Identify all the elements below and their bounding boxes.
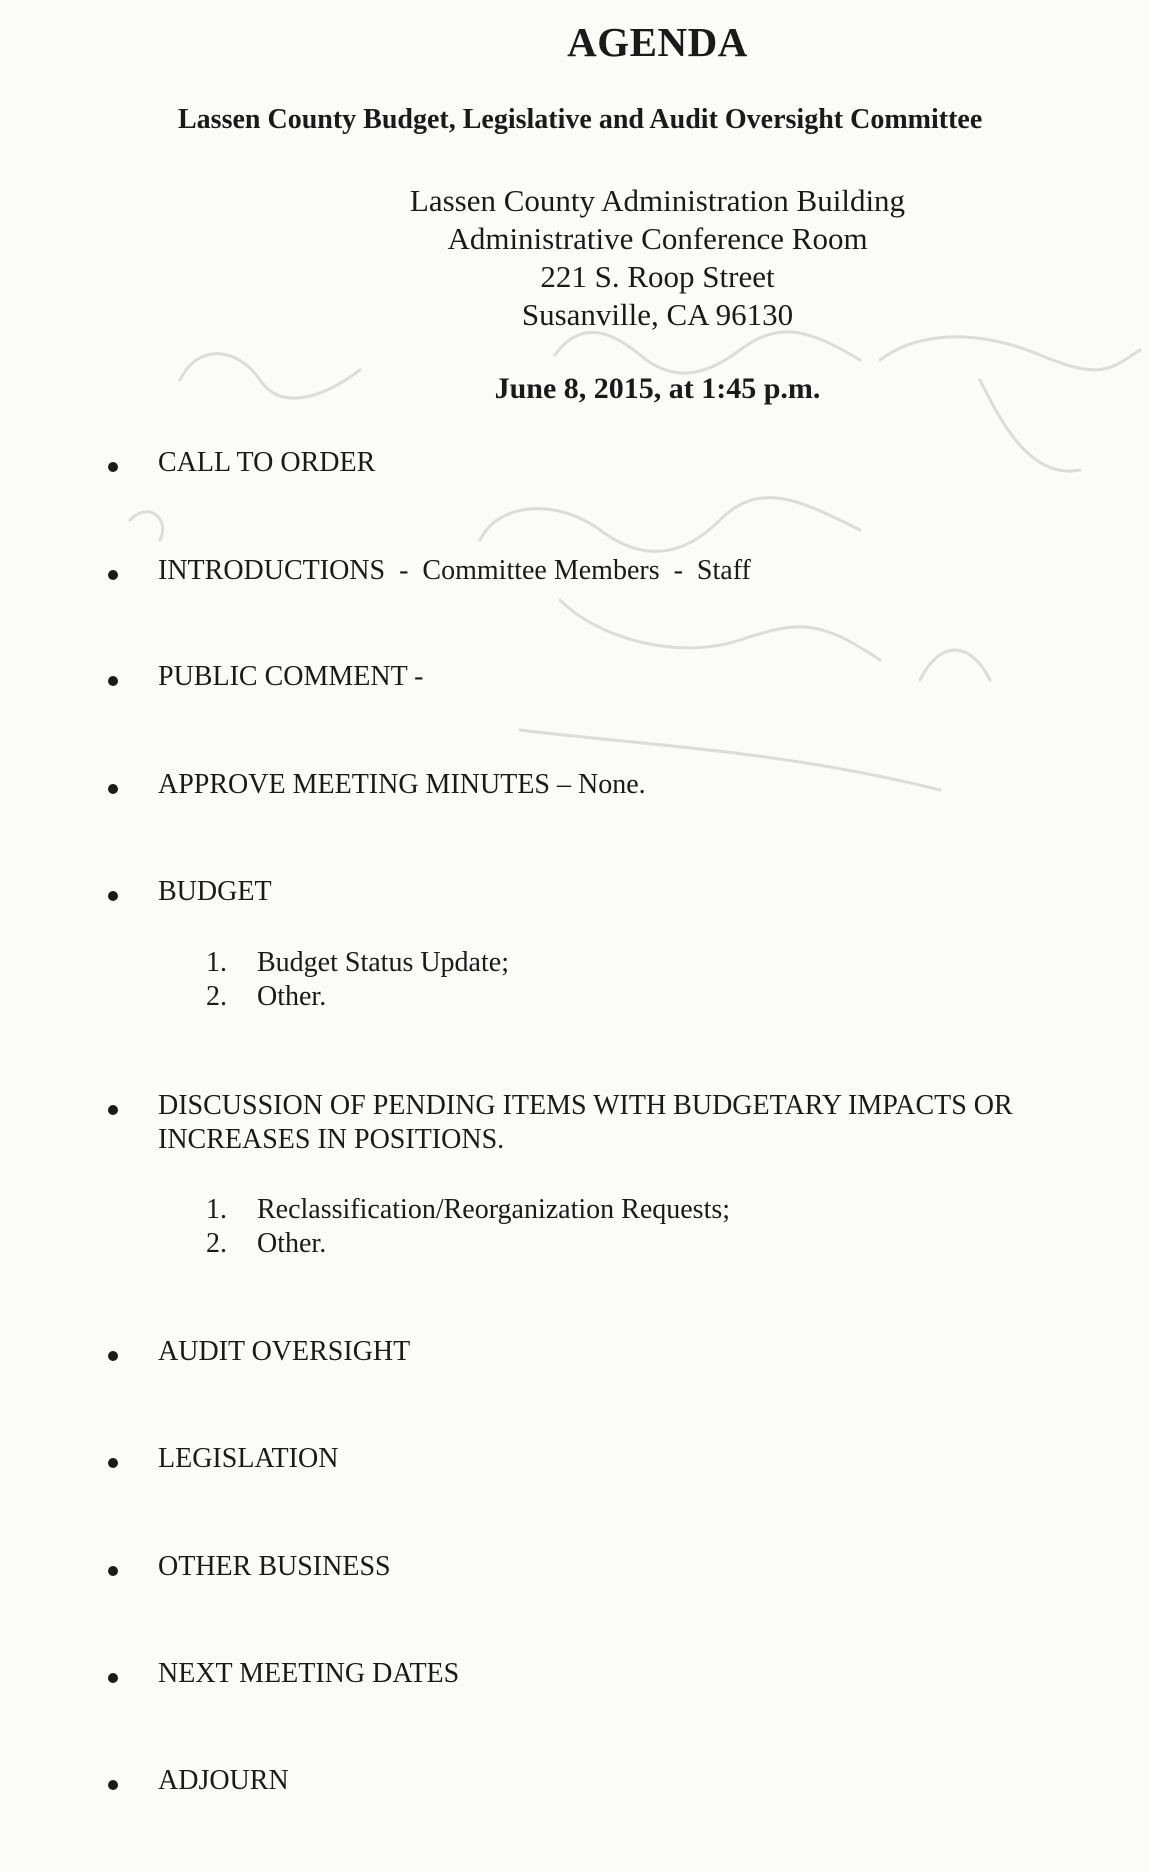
subitem-text: Budget Status Update; (257, 947, 509, 978)
address-line-city: Susanville, CA 96130 (521, 297, 794, 332)
bullet-icon (108, 1458, 118, 1468)
subitem-number: 1. (206, 947, 227, 978)
committee-name: Lassen County Budget, Legislative and Audit Oversight Committee (178, 104, 983, 135)
bullet-icon (108, 1566, 118, 1576)
subitem-number: 2. (206, 1228, 227, 1259)
bullet-icon (108, 1105, 118, 1115)
agenda-item-label: PUBLIC COMMENT - (158, 661, 424, 692)
bullet-icon (108, 1351, 118, 1361)
subitem-number: 2. (206, 981, 227, 1012)
address-line-street: 221 S. Roop Street (540, 259, 775, 294)
agenda-item-label: ADJOURN (158, 1765, 289, 1796)
agenda-item-label: INTRODUCTIONS - Committee Members - Staff (158, 555, 751, 586)
agenda-item-label: AUDIT OVERSIGHT (158, 1336, 411, 1367)
bullet-icon (108, 784, 118, 794)
bullet-icon (108, 462, 118, 472)
meeting-date: June 8, 2015, at 1:45 p.m. (494, 372, 821, 405)
agenda-item-label: BUDGET (158, 876, 272, 907)
bullet-icon (108, 1673, 118, 1683)
bullet-icon (108, 891, 118, 901)
subitem-text: Reclassification/Reorganization Requests; (257, 1194, 731, 1225)
subitem-text: Other. (257, 981, 327, 1012)
bullet-icon (108, 676, 118, 686)
subitem-text: Other. (257, 1228, 327, 1259)
agenda-item-label: OTHER BUSINESS (158, 1551, 391, 1582)
bullet-icon (108, 570, 118, 580)
agenda-item-label: LEGISLATION (158, 1443, 339, 1474)
agenda-item-label: APPROVE MEETING MINUTES – None. (158, 769, 646, 800)
agenda-item-label-line-2: INCREASES IN POSITIONS. (158, 1124, 505, 1155)
bullet-icon (108, 1780, 118, 1790)
agenda-item-label: NEXT MEETING DATES (158, 1658, 460, 1689)
page-title: AGENDA (567, 19, 748, 65)
agenda-item-label: CALL TO ORDER (158, 447, 376, 478)
agenda-item-label-line-1: DISCUSSION OF PENDING ITEMS WITH BUDGETARY IMPACTS OR (158, 1090, 1013, 1121)
address-line-room: Administrative Conference Room (447, 221, 868, 256)
subitem-number: 1. (206, 1194, 227, 1225)
address-line-building: Lassen County Administration Building (409, 183, 906, 218)
